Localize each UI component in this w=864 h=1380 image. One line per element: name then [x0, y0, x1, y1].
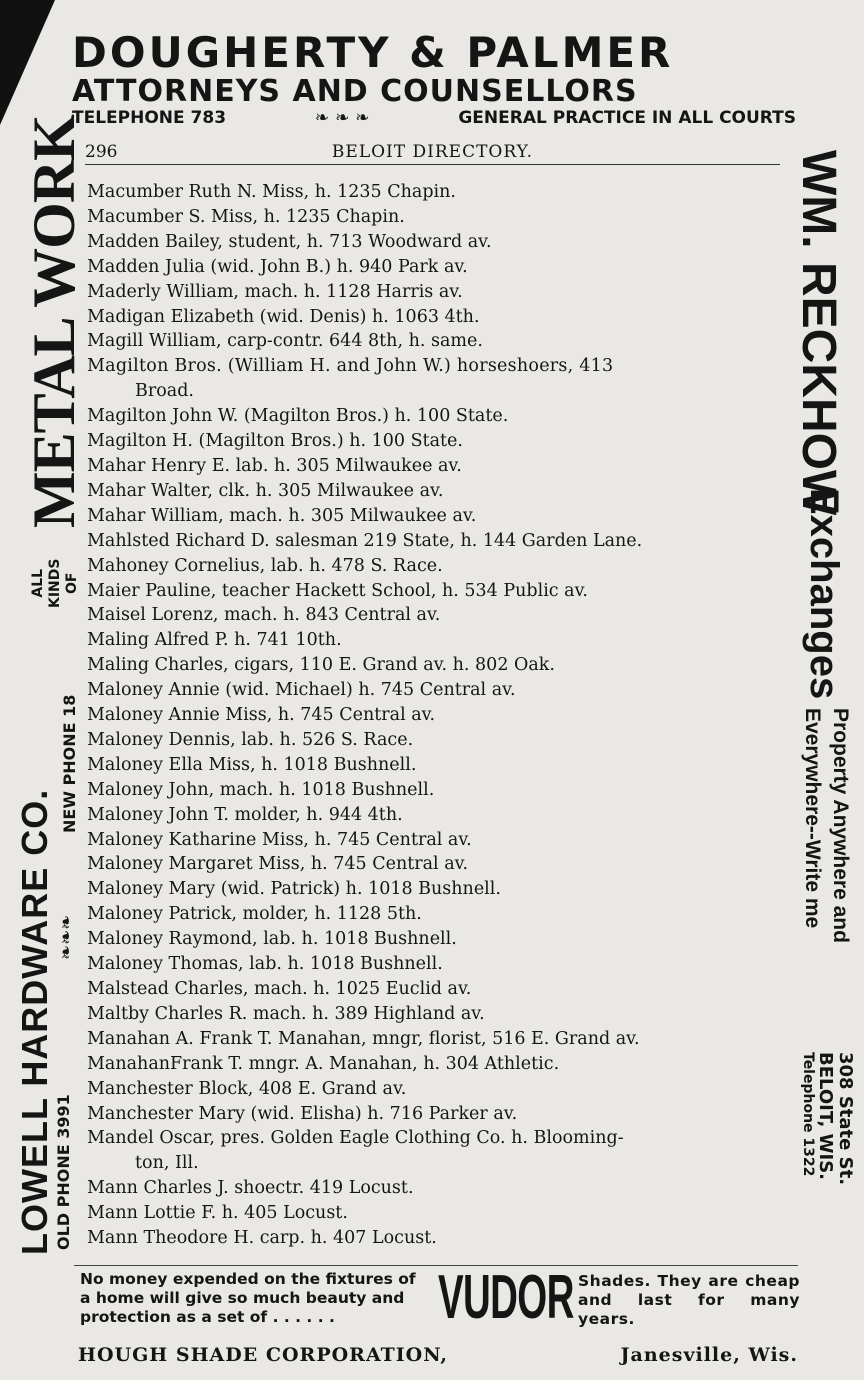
directory-entry: Maloney Dennis, lab. h. 526 S. Race.	[87, 729, 414, 750]
directory-entry: Maier Pauline, teacher Hackett School, h. 534 Public av.	[87, 580, 588, 601]
left-ad-new-phone: NEW PHONE 18	[60, 694, 79, 833]
directory-entry: Mahar Henry E. lab. h. 305 Milwaukee av.	[87, 455, 462, 476]
directory-entry: Mann Lottie F. h. 405 Locust.	[87, 1203, 348, 1224]
left-ad-kinds-line3: OF	[64, 572, 80, 594]
directory-entry: Madigan Elizabeth (wid. Denis) h. 1063 4th.	[87, 306, 480, 327]
directory-entry: Manchester Mary (wid. Elisha) h. 716 Parker av.	[87, 1103, 518, 1124]
right-ad-line2: Everywhere--Write me	[801, 708, 824, 929]
directory-entry: Magilton H. (Magilton Bros.) h. 100 State.	[87, 431, 463, 452]
directory-entry: Mahlsted Richard D. salesman 219 State, h. 144 Garden Lane.	[87, 530, 643, 551]
directory-entry: Malstead Charles, mach. h. 1025 Euclid av.	[87, 979, 472, 999]
bottom-ad-left-text: No money expended on the fixtures of a home will give so much beauty and protection as a set of . . . . . .	[80, 1270, 416, 1326]
directory-entry: Mahar Walter, clk. h. 305 Milwaukee av.	[87, 480, 444, 501]
right-ad-business: Exchanges	[802, 488, 846, 700]
bottom-ad-location: Janesville, Wis.	[620, 1344, 798, 1366]
directory-entry: Maltby Charles R. mach. h. 389 Highland av.	[87, 1003, 485, 1024]
directory-entry: Maling Charles, cigars, 110 E. Grand av. h. 802 Oak.	[87, 655, 555, 676]
header-telephone: TELEPHONE 783	[72, 108, 227, 128]
header-practice: GENERAL PRACTICE IN ALL COURTS	[458, 108, 796, 128]
right-ad-telephone: Telephone 1322	[800, 1052, 816, 1177]
left-ad-kinds-line2: KINDS	[47, 558, 63, 608]
directory-entry: Manahan A. Frank T. Manahan, mngr, florist, 516 E. Grand av.	[87, 1028, 640, 1049]
bottom-ad-company: HOUGH SHADE CORPORATION,	[78, 1344, 448, 1366]
directory-entry: Maisel Lorenz, mach. h. 843 Central av.	[87, 605, 441, 626]
directory-entry: Magilton Bros. (William H. and John W.) horseshoers, 413	[87, 356, 614, 377]
page-number: 296	[85, 142, 118, 162]
header-subtitle: ATTORNEYS AND COUNSELLORS	[72, 74, 638, 109]
directory-entry: Maloney Annie Miss, h. 745 Central av.	[87, 705, 436, 726]
left-ad-kinds	[30, 559, 81, 608]
directory-entry: Maloney Katharine Miss, h. 745 Central av.	[87, 829, 472, 850]
directory-entry: Madden Julia (wid. John B.) h. 940 Park av.	[87, 256, 468, 277]
left-ad-product: METAL WORK	[21, 115, 87, 528]
directory-entry: Mann Charles J. shoectr. 419 Locust.	[87, 1178, 414, 1199]
directory-entry: Macumber S. Miss, h. 1235 Chapin.	[87, 206, 405, 227]
directory-entry: Maloney Patrick, molder, h. 1128 5th.	[87, 904, 422, 925]
directory-entry: Maloney Ella Miss, h. 1018 Bushnell.	[87, 754, 417, 775]
directory-entry: Maloney Thomas, lab. h. 1018 Bushnell.	[87, 954, 443, 975]
directory-entry: Mahar William, mach. h. 305 Milwaukee av.	[87, 505, 477, 526]
left-ad-company: LOWELL HARDWARE CO.	[14, 788, 55, 1255]
directory-entry: Maloney Margaret Miss, h. 745 Central av.	[87, 854, 469, 875]
page-corner-shadow	[0, 0, 55, 125]
directory-entry: Maderly William, mach. h. 1128 Harris av.	[87, 281, 463, 302]
directory-entry: Maling Alfred P. h. 741 10th.	[87, 630, 342, 651]
directory-entry: Magill William, carp-contr. 644 8th, h. same.	[87, 331, 483, 352]
directory-entry: Madden Bailey, student, h. 713 Woodward av.	[87, 231, 492, 252]
left-ad-old-phone: OLD PHONE 3991	[54, 1094, 73, 1250]
header-ornament: ❧ ❧ ❧	[314, 108, 370, 128]
page-title: BELOIT DIRECTORY.	[331, 142, 534, 162]
right-ad-address: 308 State St.	[835, 1052, 856, 1186]
directory-entry: Maloney John, mach. h. 1018 Bushnell.	[87, 779, 435, 800]
directory-entry: Mandel Oscar, pres. Golden Eagle Clothing Co. h. Blooming-	[87, 1128, 624, 1149]
directory-entry: Magilton John W. (Magilton Bros.) h. 100 State.	[87, 406, 509, 427]
bottom-ad-brand: VUDOR	[438, 1263, 574, 1332]
header-title: DOUGHERTY & PALMER	[72, 28, 674, 77]
right-ad-line1: Property Anywhere and	[829, 708, 852, 943]
right-ad-city: BELOIT, WIS.	[815, 1052, 836, 1181]
right-ad-name: WM. RECKHOW	[792, 150, 845, 516]
directory-entry: ManahanFrank T. mngr. A. Manahan, h. 304 Athletic.	[87, 1053, 560, 1074]
left-ad-ornament: ❧❧❧	[56, 914, 77, 960]
directory-entry: Maloney Raymond, lab. h. 1018 Bushnell.	[87, 929, 457, 950]
directory-entry: Macumber Ruth N. Miss, h. 1235 Chapin.	[87, 182, 456, 202]
bottom-ad-footer	[78, 1344, 798, 1366]
directory-entry: Mann Theodore H. carp. h. 407 Locust.	[87, 1228, 437, 1249]
header-contact-line	[72, 108, 796, 128]
directory-entry-continuation: ton, Ill.	[135, 1153, 199, 1174]
directory-entries	[87, 180, 780, 1251]
directory-entry: Maloney Mary (wid. Patrick) h. 1018 Bushnell.	[87, 879, 501, 900]
directory-entry: Manchester Block, 408 E. Grand av.	[87, 1078, 407, 1099]
directory-entry: Maloney Annie (wid. Michael) h. 745 Central av.	[87, 680, 516, 701]
directory-entry: Mahoney Cornelius, lab. h. 478 S. Race.	[87, 555, 443, 576]
bottom-ad-right-text: Shades. They are cheap and last for many years.	[578, 1272, 800, 1328]
directory-entry: Maloney John T. molder, h. 944 4th.	[87, 804, 403, 825]
bottom-divider	[74, 1265, 798, 1266]
page-header	[85, 142, 780, 165]
directory-entry-continuation: Broad.	[135, 381, 194, 402]
left-ad-kinds-line1: ALL	[30, 568, 46, 598]
